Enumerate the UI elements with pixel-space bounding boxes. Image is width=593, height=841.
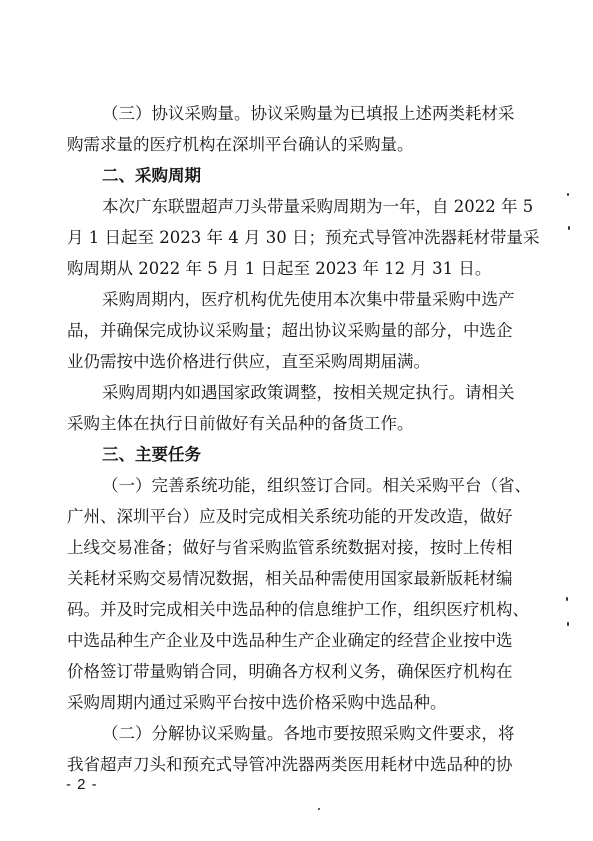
scan-speck — [567, 193, 569, 196]
paragraph-line: 本次广东联盟超声刀头带量采购周期为一年，自 2022 年 5 — [102, 197, 534, 216]
scan-speck — [567, 622, 569, 626]
section-heading: 三、主要任务 — [102, 445, 201, 464]
paragraph-line: 品，并确保完成协议采购量；超出协议采购量的部分，中选企 — [67, 321, 513, 340]
section-heading: 二、采购周期 — [102, 166, 201, 185]
paragraph-line: （三）协议采购量。协议采购量为已填报上述两类耗材采 — [102, 104, 515, 123]
paragraph-line: 业仍需按中选价格进行供应，直至采购周期届满。 — [67, 352, 430, 371]
paragraph-line: 价格签订带量购销合同，明确各方权利义务，确保医疗机构在 — [67, 662, 513, 681]
paragraph-line: 采购周期内如遇国家政策调整，按相关规定执行。请相关 — [102, 383, 515, 402]
paragraph-line: 关耗材采购交易情况数据，相关品种需使用国家最新版耗材编 — [67, 569, 513, 588]
paragraph-line: 采购主体在执行日前做好有关品种的备货工作。 — [67, 414, 414, 433]
paragraph-line: 码。并及时完成相关中选品种的信息维护工作，组织医疗机构、 — [67, 600, 529, 619]
paragraph-line: （一）完善系统功能，组织签订合同。相关采购平台（省、 — [102, 476, 531, 495]
scan-speck — [568, 226, 570, 230]
scan-speck — [318, 808, 320, 810]
paragraph-line: 中选品种生产企业及中选品种生产企业确定的经营企业按中选 — [67, 631, 513, 650]
paragraph-line: 月 1 日起至 2023 年 4 月 30 日；预充式导管冲洗器耗材带量采 — [67, 228, 540, 247]
paragraph-line: 购需求量的医疗机构在深圳平台确认的采购量。 — [67, 135, 414, 154]
paragraph-line: 我省超声刀头和预充式导管冲洗器两类医用耗材中选品种的协 — [67, 755, 513, 774]
paragraph-line: 采购周期内通过采购平台按中选价格采购中选品种。 — [67, 693, 447, 712]
paragraph-line: （二）分解协议采购量。各地市要按照采购文件要求，将 — [102, 724, 515, 743]
page-number: - 2 - — [66, 776, 98, 793]
paragraph-line: 上线交易准备；做好与省采购监管系统数据对接，按时上传相 — [67, 538, 513, 557]
scan-speck — [566, 597, 568, 601]
paragraph-line: 购周期从 2022 年 5 月 1 日起至 2023 年 12 月 31 日。 — [67, 259, 492, 278]
paragraph-line: 广州、深圳平台）应及时完成相关系统功能的开发改造，做好 — [67, 507, 513, 526]
paragraph-line: 采购周期内，医疗机构优先使用本次集中带量采购中选产 — [102, 290, 515, 309]
